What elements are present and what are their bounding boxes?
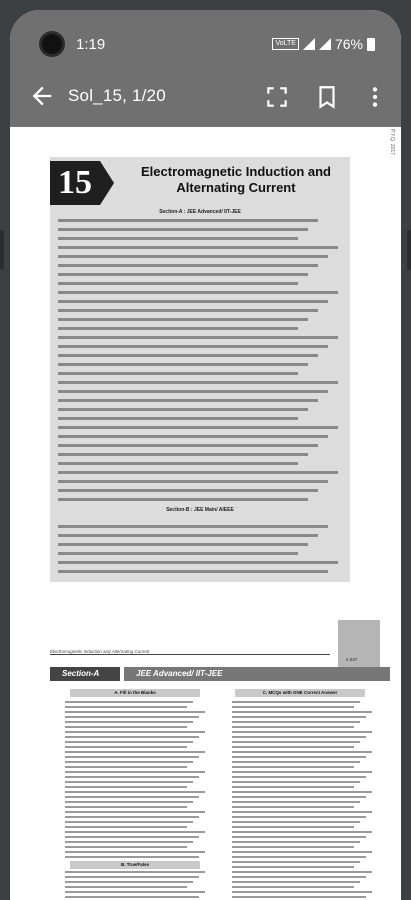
text-line [58,309,318,312]
text-line [232,836,366,838]
text-line [232,796,366,798]
text-line [232,781,360,783]
pdf-page[interactable] [10,127,401,900]
page-tab [338,620,380,668]
text-line [232,756,366,758]
text-line [232,726,354,728]
text-line [65,851,205,853]
text-line [58,327,298,330]
section-b-header: Section-B : JEE Main/ AIEEE [166,507,234,513]
text-line [232,881,360,883]
text-line [58,399,318,402]
text-line [65,711,205,713]
text-line [65,771,205,773]
text-line [232,731,372,733]
fullscreen-icon[interactable] [264,84,290,110]
text-line [232,716,366,718]
text-line [65,786,187,788]
text-line [58,237,298,240]
text-line [65,766,187,768]
col2-heading: C. MCQs with ONE Correct Answer [235,689,365,697]
col1-heading: A. Fill in the Blanks [70,689,200,697]
text-line [58,525,328,528]
text-line [232,701,360,703]
text-line [65,891,205,893]
text-line [58,489,318,492]
col1-heading-2: B. True/False [70,861,200,869]
text-line [232,896,366,898]
text-line [58,381,338,384]
text-line [232,871,372,873]
text-line [232,831,372,833]
text-line [58,219,318,222]
text-line [58,444,318,447]
text-line [65,816,199,818]
text-line [65,716,199,718]
text-line [58,426,338,429]
text-line [232,846,354,848]
side-code: P.Y.Q. 2017 [389,129,395,155]
banner-right: JEE Advanced/ IIT-JEE [124,667,390,681]
text-line [65,881,193,883]
text-line [58,534,318,537]
side-button [0,230,4,270]
text-line [58,552,298,555]
text-line [65,721,193,723]
text-line [232,856,366,858]
text-line [232,741,360,743]
text-line [65,781,193,783]
text-line [65,811,205,813]
text-line [65,776,199,778]
text-line [65,831,205,833]
text-line [232,736,366,738]
text-line [65,836,199,838]
text-line [58,291,338,294]
text-line [58,453,308,456]
text-line [232,776,366,778]
text-line [232,806,354,808]
text-line [65,821,193,823]
text-line [58,462,298,465]
text-line [58,354,318,357]
text-line [65,706,187,708]
text-line [232,821,360,823]
text-line [232,786,354,788]
text-line [232,851,372,853]
text-line [58,408,308,411]
text-line [65,746,187,748]
text-line [58,390,328,393]
text-line [65,886,187,888]
text-line [232,801,360,803]
chapter-number: 15 [50,161,100,205]
text-line [58,228,308,231]
text-line [58,471,338,474]
text-line [58,570,328,573]
text-line [65,806,187,808]
text-line [58,498,308,501]
text-line [65,726,187,728]
text-line [58,246,338,249]
text-line [232,771,372,773]
text-line [65,731,205,733]
text-line [232,866,354,868]
app-bar [10,72,401,127]
battery-percent: 76% [334,36,363,52]
text-line [58,282,298,285]
signal-icon [303,38,315,50]
text-line [232,811,372,813]
text-line [65,801,193,803]
text-line [232,861,360,863]
text-line [58,300,328,303]
front-camera [42,34,62,54]
text-line [65,841,193,843]
text-line [58,417,298,420]
text-line [58,318,308,321]
text-line [232,886,354,888]
volume-button [407,230,411,270]
text-line [58,273,308,276]
text-line [232,706,354,708]
text-line [232,766,354,768]
text-line [58,480,328,483]
text-line [232,761,360,763]
section-a-header: Section-A : JEE Advanced/ IIT-JEE [159,209,241,215]
text-line [58,255,328,258]
text-line [232,791,372,793]
system-icons [272,36,375,52]
text-line [58,435,328,438]
text-line [232,746,354,748]
text-line [232,751,372,753]
text-line [232,816,366,818]
text-line [65,896,199,898]
battery-icon [367,38,375,51]
signal-icon-2 [319,38,331,50]
text-line [58,543,308,546]
screen [10,10,401,900]
text-line [58,264,318,267]
text-line [65,791,205,793]
more-options-icon[interactable] [362,84,388,110]
text-line [65,871,205,873]
page-number: s-247 [346,657,358,662]
chapter-title: Electromagnetic Induction and Alternating Current [141,164,331,195]
text-line [65,701,193,703]
text-line [65,756,199,758]
status-time: 1:19 [76,36,106,53]
text-line [58,363,308,366]
banner-left: Section-A [50,667,120,681]
text-line [58,336,338,339]
footer-text: Electromagnetic Induction and Alternating Current [50,649,330,655]
text-line [65,856,199,858]
text-line [58,372,298,375]
text-line [58,345,328,348]
bookmark-icon[interactable] [314,84,340,110]
document-title: Sol_15, 1/20 [68,86,166,105]
text-line [232,721,360,723]
text-line [65,741,193,743]
text-line [232,711,372,713]
text-line [65,751,205,753]
section-banner [50,667,390,681]
text-line [65,846,187,848]
text-line [65,826,187,828]
text-line [58,561,338,564]
text-line [65,876,199,878]
text-line [232,826,354,828]
back-arrow-icon[interactable] [28,82,56,110]
text-line [65,796,199,798]
text-line [232,841,360,843]
text-line [65,736,199,738]
volte-icon: VoLTE [272,38,299,50]
chapter-arrow [100,161,114,205]
text-line [65,761,193,763]
status-bar [10,10,401,72]
text-line [232,891,372,893]
text-line [232,876,366,878]
